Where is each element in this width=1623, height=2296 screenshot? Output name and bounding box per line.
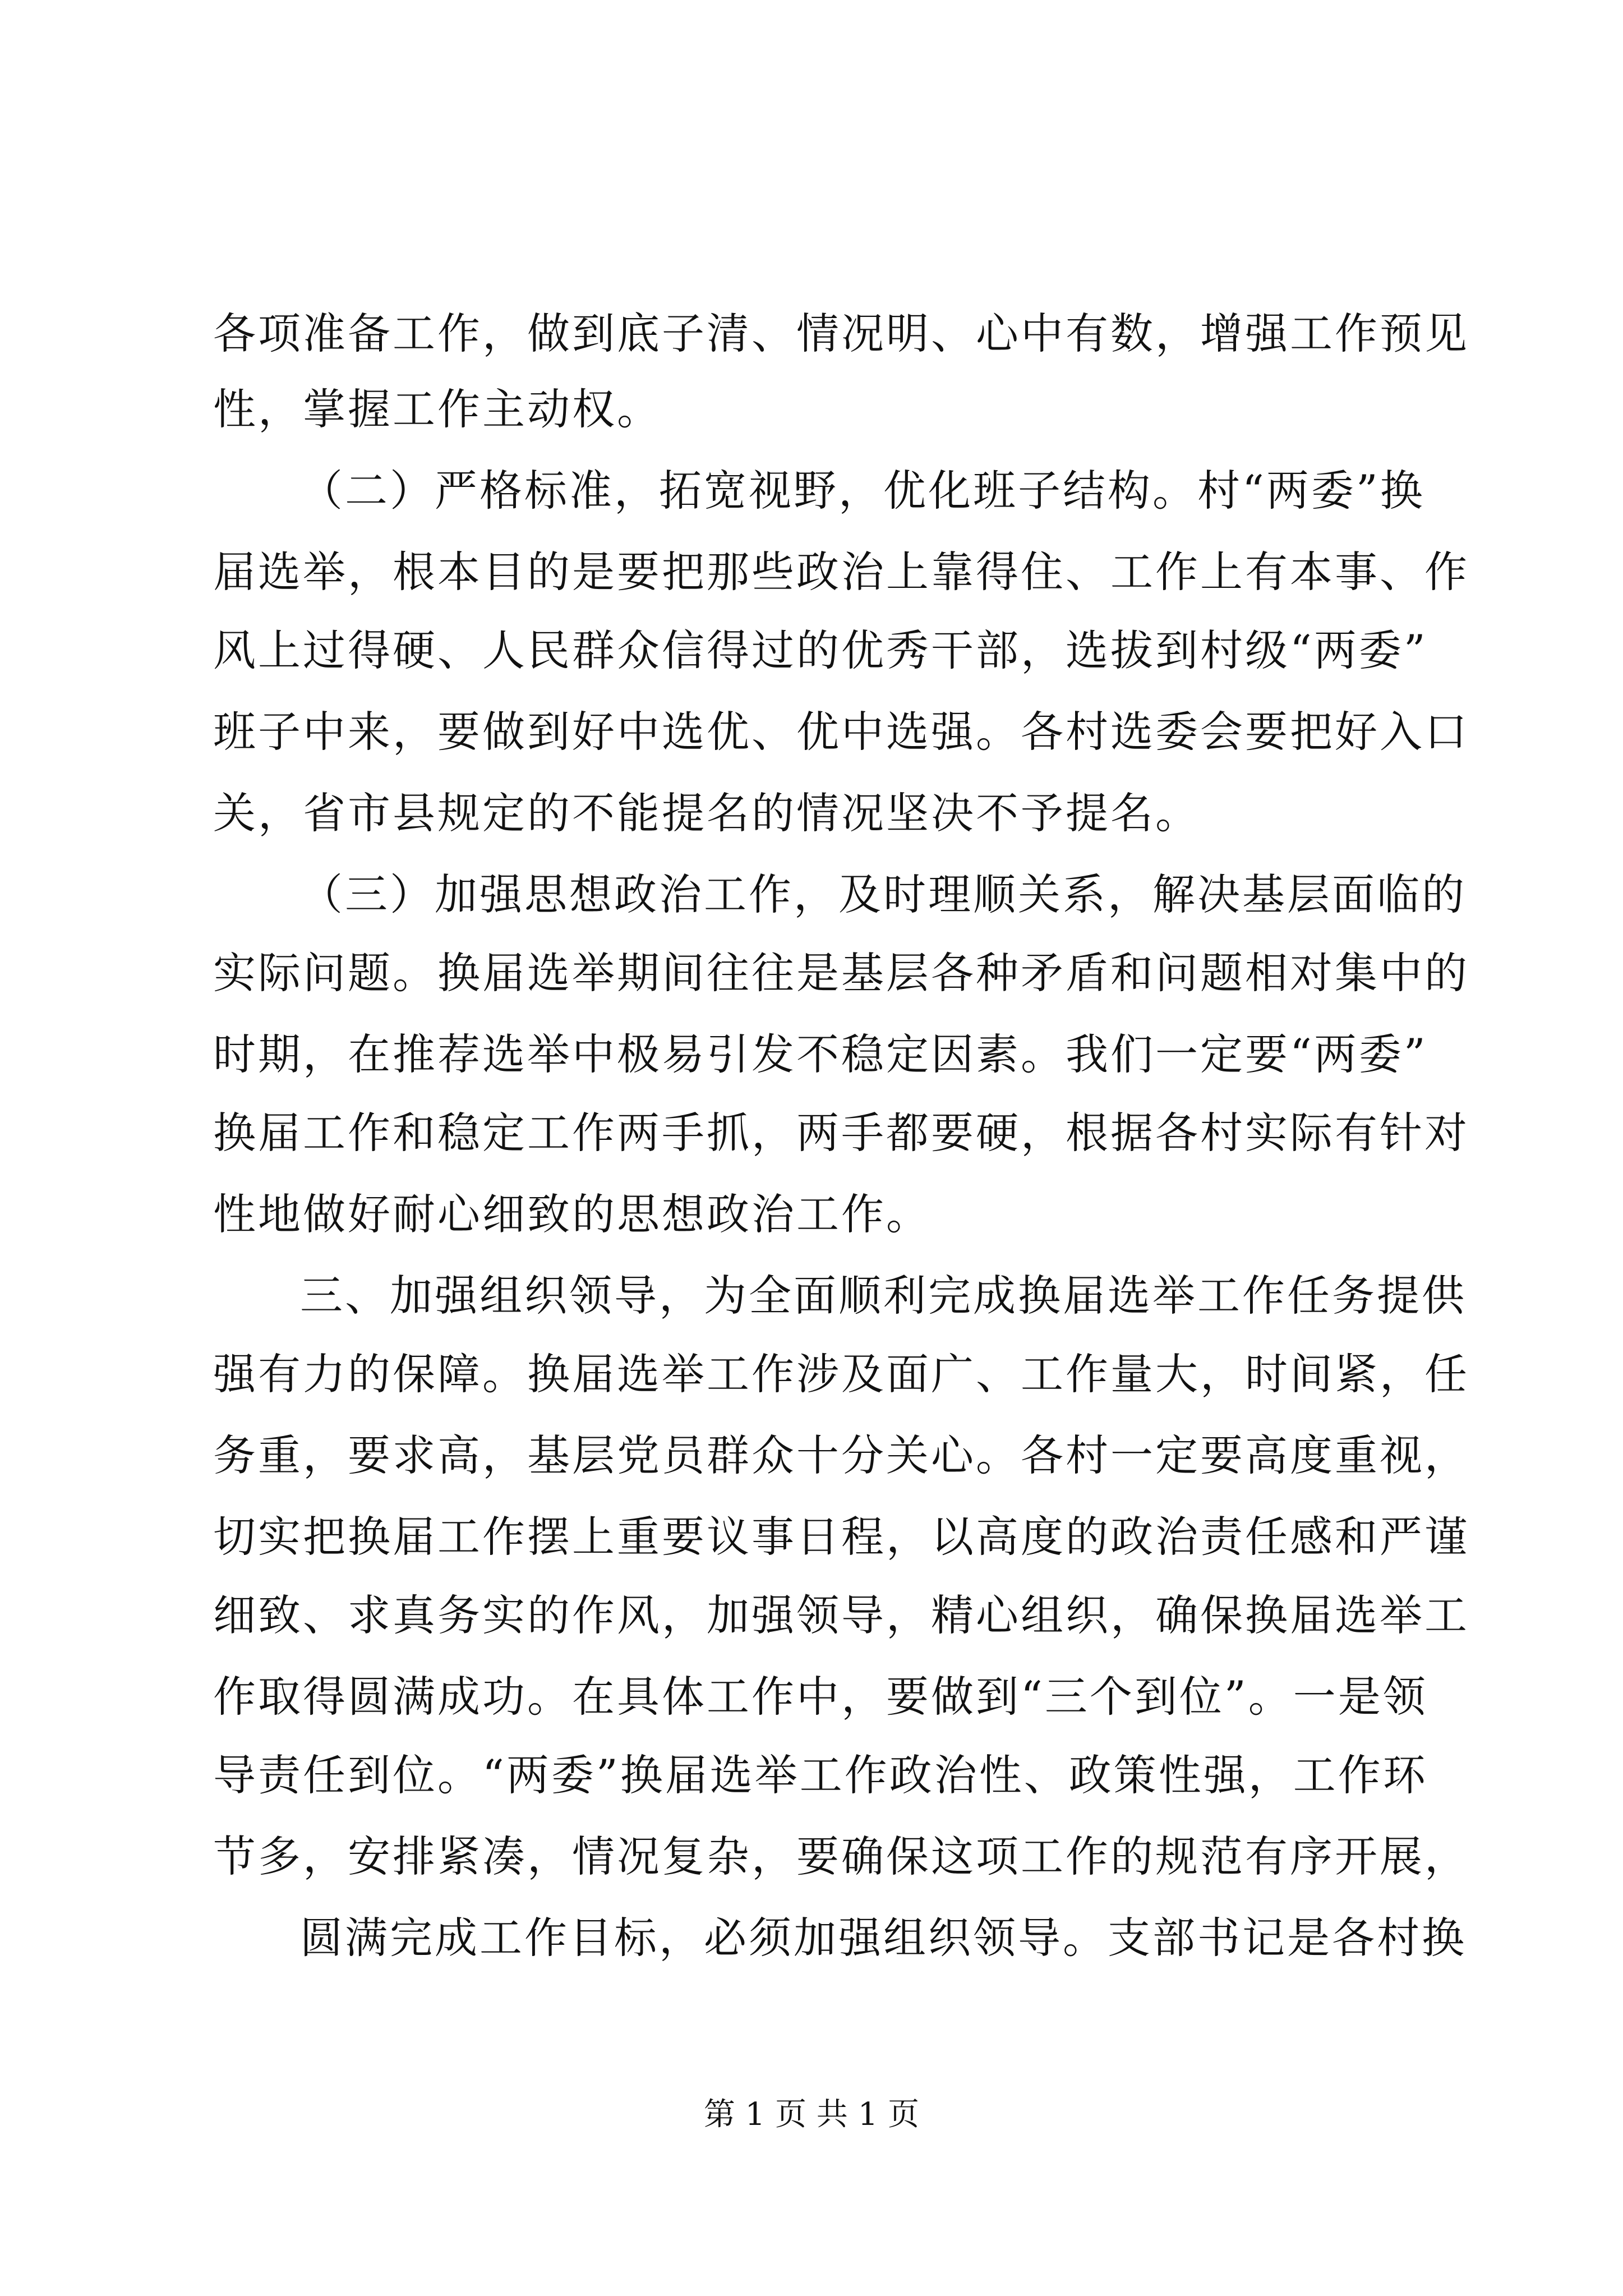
- text-line: 关，省市县规定的不能提名的情况坚决不予提名。: [213, 788, 1200, 838]
- page-footer: 第 1 页 共 1 页: [703, 2096, 920, 2133]
- text-line: 切实把换届工作摆上重要议事日程，以高度的政治责任感和严谨: [213, 1512, 1469, 1562]
- text-line: 务重，要求高，基层党员群众十分关心。各村一定要高度重视，: [213, 1430, 1469, 1480]
- text-line: 节多，安排紧凑，情况复杂，要确保这项工作的规范有序开展，: [213, 1832, 1469, 1881]
- text-line: 性，掌握工作主动权。: [213, 384, 662, 434]
- text-line: 细致、求真务实的作风，加强领导，精心组织，确保换届选举工: [213, 1590, 1469, 1640]
- section-heading-3: 三、加强组织领导，为全面顺利完成换届选举工作任务提供: [300, 1271, 1467, 1320]
- text-line: 强有力的保障。换届选举工作涉及面广、工作量大，时间紧，任: [213, 1349, 1469, 1399]
- text-line: 届选举，根本目的是要把那些政治上靠得住、工作上有本事、作: [213, 547, 1469, 597]
- text-line: 导责任到位。“两委”换届选举工作政治性、政策性强，工作环: [213, 1750, 1428, 1800]
- text-line: 圆满完成工作目标，必须加强组织领导。支部书记是各村换: [300, 1913, 1467, 1963]
- text-line: 实际问题。换届选举期间往往是基层各种矛盾和问题相对集中的: [213, 948, 1469, 998]
- paragraph-heading-3: （三）加强思想政治工作，及时理顺关系，解决基层面临的: [300, 869, 1467, 919]
- text-line: 班子中来，要做到好中选优、优中选强。各村选委会要把好入口: [213, 707, 1469, 757]
- text-line: 各项准备工作，做到底子清、情况明、心中有数，增强工作预见: [213, 309, 1469, 358]
- text-line: 性地做好耐心细致的思想政治工作。: [213, 1189, 931, 1239]
- text-line: 风上过得硬、人民群众信得过的优秀干部，选拔到村级“两委”: [213, 625, 1428, 675]
- text-line: 作取得圆满成功。在具体工作中，要做到“三个到位”。一是领: [213, 1672, 1428, 1722]
- text-line: 换届工作和稳定工作两手抓，两手都要硬，根据各村实际有针对: [213, 1108, 1469, 1158]
- paragraph-heading-2: （二）严格标准，拓宽视野，优化班子结构。村“两委”换: [300, 466, 1425, 516]
- text-line: 时期，在推荐选举中极易引发不稳定因素。我们一定要“两委”: [213, 1029, 1428, 1079]
